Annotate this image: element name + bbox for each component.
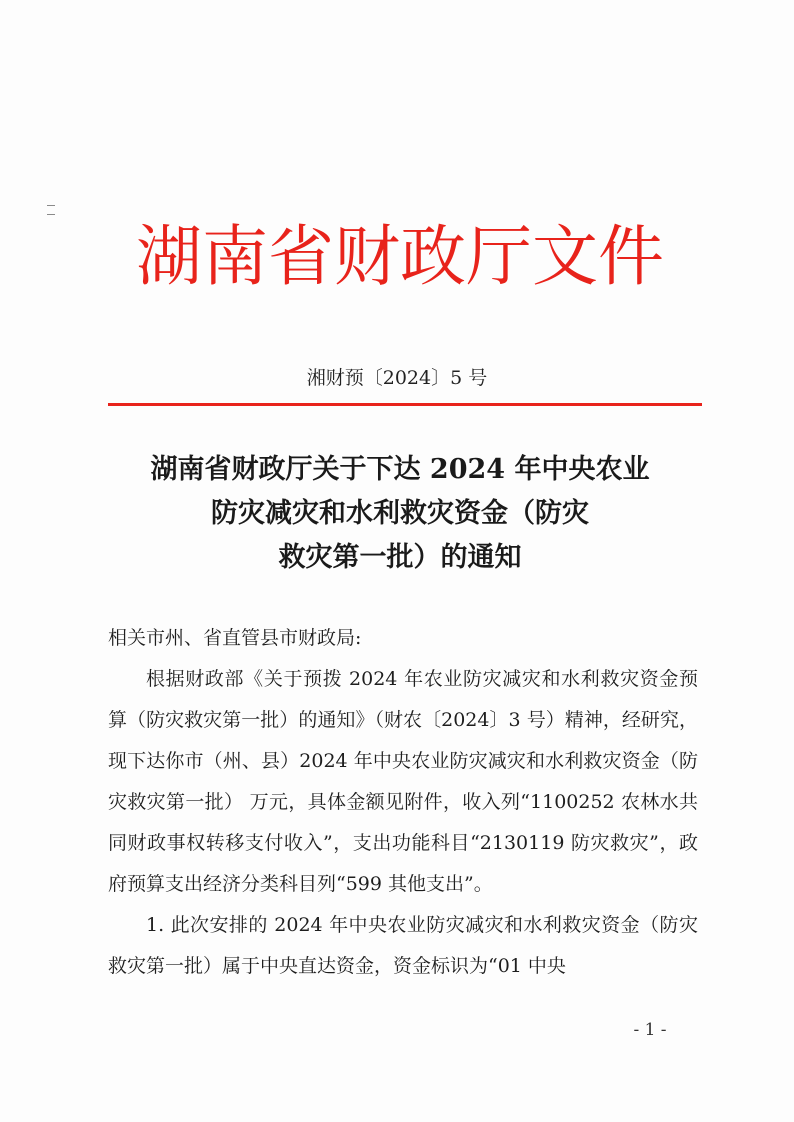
title-line-2: 防灾减灾和水利救灾资金（防灾 [211,498,589,529]
body-paragraph-2: 1. 此次安排的 2024 年中央农业防灾减灾和水利救灾资金（防灾救灾第一批）属于中央直达资金，资金标识为“01 中央 [108,914,698,977]
document-masthead: 湖南省财政厅文件 [136,218,664,295]
red-divider-line [108,403,702,406]
document-number: 湘财预〔2024〕5 号 [306,367,488,389]
document-body [108,618,698,987]
body-paragraph-1: 根据财政部《关于预拨 2024 年农业防灾减灾和水利救灾资金预算（防灾救灾第一批）的通知》（财农〔2024〕3 号）精神，经研究，现下达你市（州、县）2024 年中央农业防灾减灾和水利救灾资金（防灾救灾第一批） 万元，具体金额见附件，收入列“1100252 农林水共同财政事权转移支付收入”，支出功能科目“2130119 防灾救灾”，政府预算支出经济分类科目列“599 其他支出”。 [108,668,698,895]
title-line-1: 湖南省财政厅关于下达 2024 年中央农业 [150,454,650,485]
scan-mark [47,214,55,215]
page-number: - 1 - [633,1020,667,1040]
title-line-3: 救灾第一批）的通知 [278,542,522,573]
salutation: 相关市州、省直管县市财政局: [108,627,362,649]
scan-mark [47,205,55,206]
document-title [100,448,700,580]
